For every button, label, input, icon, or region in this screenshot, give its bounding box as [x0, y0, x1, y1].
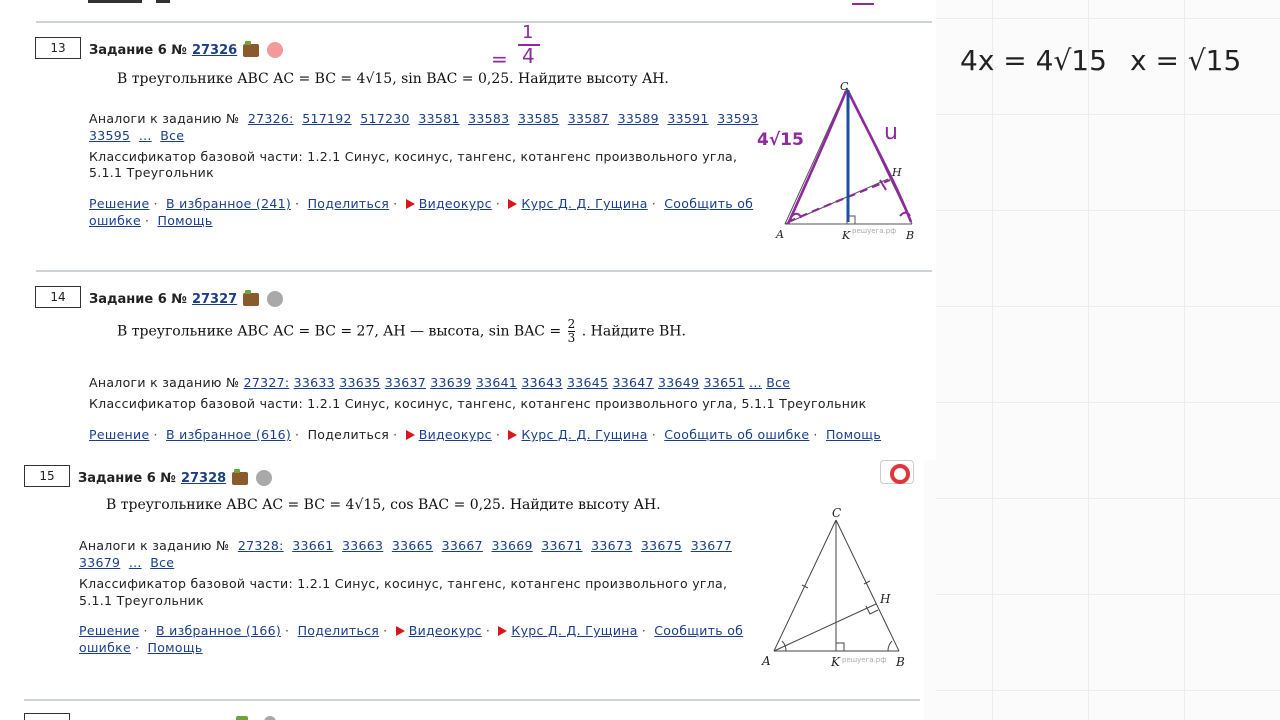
- next-task-fragment: [236, 716, 248, 720]
- solution-link[interactable]: Решение: [89, 196, 150, 211]
- task-number-box: 15: [24, 465, 70, 487]
- separator-13-14: [36, 270, 932, 272]
- help-link[interactable]: Помощь: [147, 640, 203, 655]
- course-link[interactable]: Курс Д. Д. Гущина: [511, 623, 638, 638]
- analog-link[interactable]: 33647: [612, 375, 654, 390]
- task-title: [89, 291, 283, 307]
- report-error-link-cont[interactable]: ошибке: [79, 640, 131, 655]
- report-error-link[interactable]: Сообщить об ошибке: [664, 427, 810, 442]
- vertex-label-c: C: [832, 506, 842, 520]
- analog-link[interactable]: 33637: [384, 375, 427, 390]
- task-actions-cont: ошибке · Помощь: [79, 640, 203, 655]
- report-error-link-cont[interactable]: ошибке: [89, 213, 141, 228]
- task-id-link[interactable]: 27326: [191, 42, 238, 58]
- task-status-dot: [256, 470, 272, 486]
- analog-link[interactable]: 27328:: [237, 538, 284, 553]
- share-link[interactable]: Поделиться: [307, 427, 390, 442]
- vertex-label-h: H: [880, 592, 891, 606]
- ink-u-label: u: [884, 120, 898, 145]
- lifebuoy-icon[interactable]: [880, 460, 914, 484]
- task-number-box: 14: [35, 286, 81, 308]
- help-link[interactable]: Помощь: [825, 427, 882, 442]
- statement-text: В треугольнике ABC AC = BC = 27, AH — высота, sin BAC =: [117, 323, 562, 340]
- vertex-label-k: K: [842, 229, 851, 242]
- solution-link[interactable]: Решение: [79, 623, 140, 638]
- vertex-label-a: A: [762, 654, 771, 668]
- task-analogs-cont: [89, 128, 184, 143]
- next-task-fragment-2: [264, 716, 276, 720]
- analog-link[interactable]: 33641: [475, 375, 518, 390]
- course-link[interactable]: Курс Д. Д. Гущина: [521, 427, 648, 442]
- analog-link[interactable]: 33667: [441, 538, 483, 553]
- favorites-link[interactable]: В избранное (616): [166, 427, 292, 442]
- previous-task-fragment: [88, 0, 142, 3]
- videocourse-link[interactable]: Видеокурс: [418, 196, 492, 211]
- play-icon: [396, 626, 405, 636]
- task-classifier-cont: 5.1.1 Треугольник: [89, 165, 214, 180]
- ink-side-label: 4√15: [757, 130, 804, 150]
- separator-top: [36, 21, 932, 23]
- analog-link[interactable]: 33585: [517, 111, 560, 126]
- ink-equation-1: 4x = 4√15: [960, 44, 1107, 77]
- course-link[interactable]: Курс Д. Д. Гущина: [521, 196, 648, 211]
- task-statement: В треугольнике ABC AC = BC = 4√15, sin BAC = 0,25. Найдите высоту AH.: [117, 71, 669, 87]
- task-statement: [117, 318, 686, 345]
- analog-link[interactable]: 33595: [89, 128, 131, 143]
- share-link[interactable]: Поделиться: [297, 623, 380, 638]
- analog-link[interactable]: 33643: [521, 375, 563, 390]
- task-title: [78, 470, 272, 486]
- vertex-label-k: K: [831, 655, 840, 669]
- analog-link[interactable]: 33661: [292, 538, 334, 553]
- analogs-all-link[interactable]: Все: [766, 375, 791, 390]
- task-title: [89, 42, 283, 58]
- vertex-label-b: B: [896, 655, 905, 669]
- vertex-label-a: A: [776, 228, 784, 241]
- analog-link[interactable]: 33639: [430, 375, 472, 390]
- analog-link[interactable]: 33671: [541, 538, 583, 553]
- analog-link[interactable]: 33649: [658, 375, 700, 390]
- task-id-link[interactable]: 27327: [191, 291, 238, 307]
- watermark: решуега.рф: [842, 656, 887, 664]
- task-actions-cont: ошибке · Помощь: [89, 213, 213, 228]
- watermark: решуега.рф: [852, 227, 897, 235]
- analog-link[interactable]: 517192: [302, 111, 352, 126]
- task-catalog-icon[interactable]: [243, 293, 259, 306]
- videocourse-link[interactable]: Видеокурс: [418, 427, 492, 442]
- analog-link[interactable]: 33665: [391, 538, 434, 553]
- analogs-more-link[interactable]: ...: [138, 128, 152, 143]
- report-error-link[interactable]: Сообщить об: [654, 623, 744, 638]
- task-catalog-icon[interactable]: [243, 44, 259, 57]
- task-analogs: [89, 111, 758, 126]
- analog-link[interactable]: 517230: [360, 111, 410, 126]
- videocourse-link[interactable]: Видеокурс: [408, 623, 482, 638]
- task-classifier: Классификатор базовой части: 1.2.1 Синус, косинус, тангенс, котангенс произвольного угла, 5.1.1 Треугольник: [89, 396, 867, 411]
- ink-fraction-denominator: 4: [522, 44, 535, 68]
- vertex-label-b: B: [906, 229, 915, 242]
- play-icon: [406, 430, 415, 440]
- analog-link[interactable]: 33589: [617, 111, 659, 126]
- share-link[interactable]: Поделиться: [307, 196, 390, 211]
- task-catalog-icon[interactable]: [232, 472, 248, 485]
- analogs-label: Аналоги к заданию №: [79, 538, 230, 553]
- analogs-label: Аналоги к заданию №: [89, 111, 240, 126]
- analog-link[interactable]: 33587: [567, 111, 610, 126]
- ink-equation-2: x = √15: [1130, 44, 1242, 77]
- ink-fraction-numerator: 1: [522, 22, 534, 43]
- fraction-numerator: 2: [567, 317, 576, 331]
- analog-link[interactable]: 33663: [342, 538, 384, 553]
- vertex-label-h: H: [892, 166, 902, 179]
- analog-link[interactable]: 27326:: [247, 111, 294, 126]
- analog-link[interactable]: 33679: [79, 555, 121, 570]
- task-statement: В треугольнике ABC AC = BC = 4√15, cos BAC = 0,25. Найдите высоту AH.: [106, 497, 661, 513]
- solution-link[interactable]: Решение: [89, 427, 150, 442]
- task-number-box: 13: [35, 37, 81, 59]
- analogs-label: Аналоги к заданию №: [89, 375, 240, 390]
- task-status-dot: [267, 42, 283, 58]
- task-classifier-cont: 5.1.1 Треугольник: [79, 593, 204, 608]
- analog-link[interactable]: 33633: [293, 375, 335, 390]
- task-title-label: Задание 6 №: [78, 470, 176, 486]
- next-task-number-box: [24, 713, 70, 720]
- report-error-link[interactable]: Сообщить об: [664, 196, 754, 211]
- task-status-dot: [267, 291, 283, 307]
- analogs-more-link[interactable]: ...: [128, 555, 142, 570]
- statement-fraction: [568, 318, 576, 345]
- task-actions: Решение · В избранное (616) · Поделиться · Видеокурс · Курс Д. Д. Гущина · Сообщить об ошибке · Помощь: [89, 427, 882, 442]
- analog-link[interactable]: 33591: [667, 111, 709, 126]
- help-link[interactable]: Помощь: [157, 213, 213, 228]
- analog-link[interactable]: 33583: [468, 111, 510, 126]
- separator-15-16: [24, 699, 920, 701]
- analog-link[interactable]: 33669: [491, 538, 533, 553]
- ink-top-mark: [852, 0, 874, 5]
- analog-link[interactable]: 33635: [339, 375, 381, 390]
- analog-link[interactable]: 33677: [690, 538, 732, 553]
- analogs-all-link[interactable]: Все: [160, 128, 185, 143]
- favorites-link[interactable]: В избранное (241): [166, 196, 292, 211]
- task-actions: Решение · В избранное (166) · Поделиться · Видеокурс · Курс Д. Д. Гущина · Сообщить об: [79, 623, 744, 638]
- analogs-more-link[interactable]: ...: [749, 375, 762, 390]
- triangle-figure: [760, 76, 930, 246]
- play-icon: [508, 430, 517, 440]
- task-title-label: Задание 6 №: [89, 42, 187, 58]
- statement-text-end: . Найдите BH.: [581, 323, 686, 340]
- triangle-figure: [756, 500, 926, 675]
- play-icon: [498, 626, 507, 636]
- task-classifier: Классификатор базовой части: 1.2.1 Синус, косинус, тангенс, котангенс произвольного угла,: [89, 149, 738, 164]
- analog-link[interactable]: 33581: [418, 111, 460, 126]
- analogs-all-link[interactable]: Все: [150, 555, 175, 570]
- task-analogs: [79, 538, 732, 553]
- play-icon: [508, 199, 517, 209]
- previous-task-fragment-2: [156, 0, 170, 3]
- ink-equals: =: [491, 47, 508, 71]
- analog-link[interactable]: 33645: [566, 375, 609, 390]
- fraction-denominator: 3: [567, 331, 576, 345]
- analog-link[interactable]: 33673: [591, 538, 633, 553]
- analog-link[interactable]: 33593: [717, 111, 759, 126]
- vertex-label-c: C: [840, 80, 849, 93]
- analog-link[interactable]: 33651: [703, 375, 745, 390]
- task-actions: Решение · В избранное (241) · Поделиться · Видеокурс · Курс Д. Д. Гущина · Сообщить об: [89, 196, 754, 211]
- play-icon: [406, 199, 415, 209]
- analog-link[interactable]: 33675: [640, 538, 683, 553]
- task-analogs: [89, 375, 790, 390]
- task-analogs-cont: [79, 555, 174, 570]
- task-classifier: Классификатор базовой части: 1.2.1 Синус, косинус, тангенс, котангенс произвольного угла,: [79, 576, 728, 591]
- analog-link[interactable]: 27327:: [243, 375, 290, 390]
- task-title-label: Задание 6 №: [89, 291, 187, 307]
- notes-grid-paper: [936, 0, 1280, 720]
- favorites-link[interactable]: В избранное (166): [156, 623, 282, 638]
- task-id-link[interactable]: 27328: [180, 470, 227, 486]
